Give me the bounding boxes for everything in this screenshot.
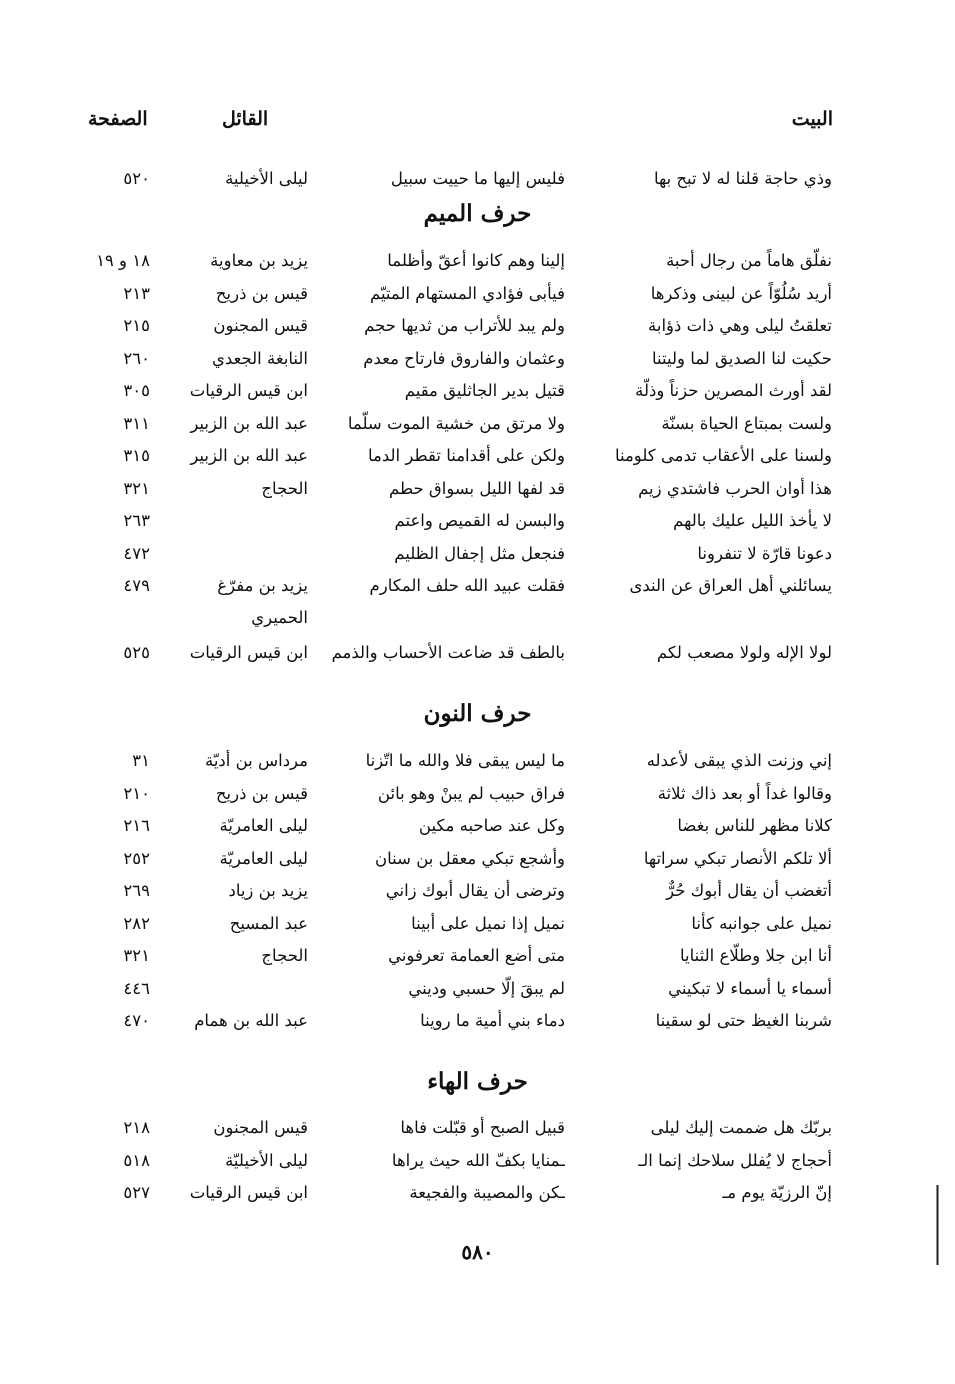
verse-row [0,810,955,842]
speaker-name: يزيد بن مفرّغ [217,576,308,595]
speaker-name: يزيد بن زياد [228,881,308,900]
first-hemistich: لا يأخذ الليل عليك بالهم [673,511,832,530]
second-hemistich: ـكن والمصيبة والفجيعة [409,1183,565,1202]
verse-row [0,278,955,310]
verse-row [0,973,955,1005]
first-hemistich: أتغضب أن يقال أبوك حُرٌّ [666,881,832,900]
page-ref: ٣٢١ [123,479,150,498]
verse-row [0,940,955,972]
verse-row [0,908,955,940]
speaker-name: ليلى الأخيلية [225,169,308,188]
second-hemistich: فنجعل مثل إجفال الظليم [394,544,565,563]
speaker-name: يزيد بن معاوية [210,251,308,270]
section-title: حرف النون [423,700,532,727]
first-hemistich: هذا أوان الحرب فاشتدي زيم [638,479,832,498]
header-speaker: القائل [222,108,269,130]
speaker-name: قيس بن ذريح [215,284,308,303]
verse-row [0,505,955,537]
verse-row [0,570,955,627]
first-hemistich: بربّك هل ضممت إليك ليلى [650,1118,832,1137]
second-hemistich: وترضى أن يقال أبوك زاني [385,881,565,900]
speaker-name-continued: الحميري [251,608,308,627]
page-ref: ٥٢٠ [123,169,150,188]
second-hemistich: دماء بني أمية ما روينا [420,1011,565,1030]
header-page: الصفحة [88,108,148,130]
verse-row [0,310,955,342]
speaker-name: قيس المجنون [213,316,308,335]
page-ref: ٢٥٢ [123,849,150,868]
verse-row [0,778,955,810]
second-hemistich: قتيل بدير الجاثليق مقيم [404,381,565,400]
page-ref: ٢٦٩ [123,881,150,900]
second-hemistich: بالطف قد ضاعت الأحساب والذمم [331,643,565,662]
verse-row [0,1177,955,1209]
speaker-name: النابغة الجعدي [211,349,308,368]
page-number: ٥٨٠ [461,1240,494,1264]
speaker-name: ليلى العامريّة [219,816,308,835]
page-ref: ٢٨٢ [123,914,150,933]
page-ref: ٥١٨ [123,1151,150,1170]
first-hemistich: نميل على جوانبه كأنا [691,914,832,933]
second-hemistich: وأشجع تبكي معقل بن سنان [375,849,565,868]
second-hemistich: نميل إذا نميل على أبينا [411,914,565,933]
verse-row [0,245,955,277]
verse-row [0,343,955,375]
first-hemistich: وقالوا غداً أو بعد ذاك ثلاثة [657,784,832,803]
second-hemistich: إلينا وهم كانوا أعقّ وأظلما [387,251,565,270]
first-hemistich: أسماء يا أسماء لا تبكيني [668,979,832,998]
speaker-name: ابن قيس الرقيات [189,1183,308,1202]
verse-row [0,163,955,195]
first-hemistich: شربنا الغيظ حتى لو سقينا [655,1011,832,1030]
second-hemistich: قبيل الصبح أو قبّلت فاها [400,1118,565,1137]
page-ref: ١٨ و ١٩ [96,251,150,270]
second-hemistich: ولم يبد للأتراب من ثديها حجم [364,316,565,335]
verse-row [0,637,955,669]
speaker-name: عبد الله بن الزبير [190,414,308,433]
page-ref: ٣١١ [123,414,150,433]
speaker-name: عبد المسيح [229,914,308,933]
page-ref: ٣٠٥ [123,381,150,400]
verse-row [0,375,955,407]
verse-row [0,843,955,875]
margin-bracket-mark [936,1185,939,1265]
verse-row [0,745,955,777]
page-ref: ٣١ [132,751,150,770]
second-hemistich: فقلت عبيد الله حلف المكارم [369,576,565,595]
first-hemistich: كلانا مظهر للناس بغضا [677,816,832,835]
second-hemistich: فيأبى فؤادي المستهام المتيّم [369,284,565,303]
first-hemistich: ولست بمبتاع الحياة بسنّة [661,414,832,433]
page-ref: ٤٧٢ [123,544,150,563]
page-ref: ٢١٠ [123,784,150,803]
first-hemistich: وذي حاجة قلنا له لا تبح بها [653,169,832,188]
first-hemistich: إنّ الرزيّة يوم مـ [722,1183,832,1202]
verse-row [0,473,955,505]
page-ref: ٤٤٦ [123,979,150,998]
second-hemistich: فراق حبيب لم يبنْ وهو بائن [377,784,565,803]
speaker-name: عبد الله بن همام [194,1011,308,1030]
first-hemistich: حكيت لنا الصديق لما وليتنا [652,349,832,368]
speaker-name: قيس المجنون [213,1118,308,1137]
speaker-name: مرداس بن أديّة [204,751,308,770]
speaker-name: ليلى العامريّة [219,849,308,868]
first-hemistich: لولا الإله ولولا مصعب لكم [656,643,832,662]
second-hemistich: فليس إليها ما حييت سبيل [390,169,565,188]
speaker-name: ابن قيس الرقيات [189,643,308,662]
first-hemistich: يسائلني أهل العراق عن الندى [629,576,832,595]
verse-row [0,1112,955,1144]
second-hemistich: ـمنايا بكفّ الله حيث يراها [391,1151,565,1170]
speaker-name: ليلى الأخيليّة [225,1151,308,1170]
verse-row [0,408,955,440]
section-title: حرف الميم [423,200,532,227]
verse-row [0,538,955,570]
speaker-name: قيس بن ذريح [215,784,308,803]
second-hemistich: لم يبقَ إلّا حسبي وديني [408,979,565,998]
first-hemistich: ولسنا على الأعقاب تدمى كلومنا [614,446,832,465]
page-ref: ٢٦٠ [123,349,150,368]
speaker-name: الحجاج [261,946,308,965]
second-hemistich: ولا مرتق من خشية الموت سلّما [347,414,565,433]
page-ref: ٢١٦ [123,816,150,835]
second-hemistich: ولكن على أقدامنا تقطر الدما [368,446,565,465]
page-ref: ٤٧٩ [123,576,150,595]
section-title: حرف الهاء [427,1068,528,1095]
page-ref: ٢١٣ [123,284,150,303]
first-hemistich: ألا تلكم الأنصار تبكي سراتها [643,849,832,868]
verse-row [0,1145,955,1177]
verse-row [0,440,955,472]
second-hemistich: قد لفها الليل بسواق حطم [388,479,565,498]
second-hemistich: وكل عند صاحبه مكين [418,816,565,835]
first-hemistich: دعونا قارّة لا تنفرونا [697,544,832,563]
first-hemistich: لقد أورث المصرين حزناً وذلّة [635,381,832,400]
first-hemistich: نفلّق هاماً من رجال أحبة [666,251,832,270]
first-hemistich: تعلقتُ ليلى وهي ذات ذؤابة [648,316,832,335]
header-verse: البيت [791,108,833,130]
page-ref: ٥٢٥ [123,643,150,662]
first-hemistich: أحجاج لا يُفلل سلاحك إنما الـ [638,1151,832,1170]
first-hemistich: إني وزنت الذي يبقى لأعدله [646,751,832,770]
page-ref: ٢١٥ [123,316,150,335]
page-ref: ٣١٥ [123,446,150,465]
page-ref: ٣٢١ [123,946,150,965]
speaker-name: عبد الله بن الزبير [190,446,308,465]
first-hemistich: أريد سُلُوّاً عن لبينى وذكرها [650,284,832,303]
first-hemistich: أنا ابن جلا وطلّاع الثنايا [680,946,832,965]
page-ref: ٢١٨ [123,1118,150,1137]
verse-row [0,875,955,907]
speaker-name: ابن قيس الرقيات [189,381,308,400]
second-hemistich: متى أضع العمامة تعرفوني [388,946,565,965]
page-ref: ٥٢٧ [123,1183,150,1202]
page-ref: ٤٧٠ [123,1011,150,1030]
verse-row [0,1005,955,1037]
second-hemistich: وعثمان والفاروق فارتاح معدم [363,349,565,368]
second-hemistich: والبسن له القميص واعتم [394,511,565,530]
page-ref: ٢٦٣ [123,511,150,530]
second-hemistich: ما ليس يبقى فلا والله ما اتّزنا [365,751,565,770]
speaker-name: الحجاج [261,479,308,498]
